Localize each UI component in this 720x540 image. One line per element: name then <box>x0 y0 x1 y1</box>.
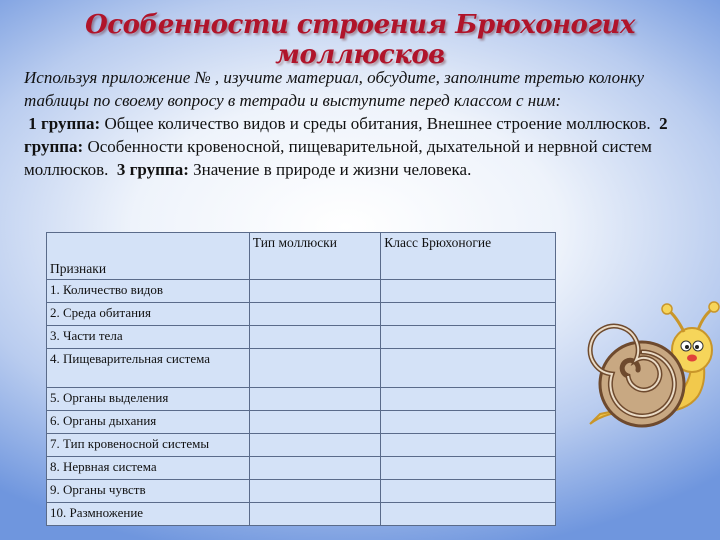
table-row <box>47 434 556 457</box>
header-type-mollusca: Тип моллюски <box>249 233 380 280</box>
cell-type <box>249 326 380 349</box>
row-label: 8. Нервная система <box>47 457 250 480</box>
cell-class <box>381 480 556 503</box>
cell-type <box>249 434 380 457</box>
cell-class <box>381 280 556 303</box>
group2-label: 2 группа: <box>24 114 668 156</box>
cell-class <box>381 349 556 388</box>
table-row <box>47 303 556 326</box>
table-row <box>47 326 556 349</box>
row-label: 3. Части тела <box>47 326 250 349</box>
slide-title: Особенности строения Брюхоногих моллюсков <box>85 10 635 70</box>
cell-type <box>249 457 380 480</box>
group3-label: 3 группа: <box>116 160 189 179</box>
cell-class <box>381 411 556 434</box>
table-row <box>47 457 556 480</box>
row-label: 10. Размножение <box>47 503 250 526</box>
group1-text: Общее количество видов и среды обитания, Внешнее строение моллюсков. <box>100 114 651 133</box>
group3-text: Значение в природе и жизни человека. <box>188 160 472 179</box>
header-features: Признаки <box>47 233 250 280</box>
cell-type <box>249 411 380 434</box>
row-label: 2. Среда обитания <box>47 303 250 326</box>
table-row <box>47 503 556 526</box>
cell-type <box>249 349 380 388</box>
table-row <box>47 349 556 388</box>
intro-text <box>24 66 696 181</box>
row-label: 5. Органы выделения <box>47 388 250 411</box>
group2-text: Особенности кровеносной, пищеварительной, дыхательной и нервной систем моллюсков. <box>24 137 652 179</box>
group1-label: 1 группа: <box>28 114 101 133</box>
row-label: 4. Пищеварительная система <box>47 349 250 388</box>
cell-type <box>249 280 380 303</box>
snail-illustration-icon <box>580 296 720 436</box>
table-row <box>47 411 556 434</box>
cell-class <box>381 388 556 411</box>
cell-type <box>249 480 380 503</box>
table-row <box>47 480 556 503</box>
features-table <box>46 232 556 526</box>
table-row <box>47 280 556 303</box>
cell-class <box>381 457 556 480</box>
cell-class <box>381 434 556 457</box>
row-label: 9. Органы чувств <box>47 480 250 503</box>
instructions-text: Используя приложение № , изучите материал, обсудите, заполните третью колонку таблицы по своему вопросу в тетради и выступите перед классом с ним: <box>24 68 645 110</box>
row-label: 1. Количество видов <box>47 280 250 303</box>
cell-type <box>249 503 380 526</box>
cell-class <box>381 503 556 526</box>
cell-type <box>249 303 380 326</box>
table-row <box>47 388 556 411</box>
row-label: 6. Органы дыхания <box>47 411 250 434</box>
header-class-gastropoda: Класс Брюхоногие <box>381 233 556 280</box>
row-label: 7. Тип кровеносной системы <box>47 434 250 457</box>
cell-class <box>381 326 556 349</box>
cell-class <box>381 303 556 326</box>
cell-type <box>249 388 380 411</box>
table-header-row <box>47 233 556 280</box>
